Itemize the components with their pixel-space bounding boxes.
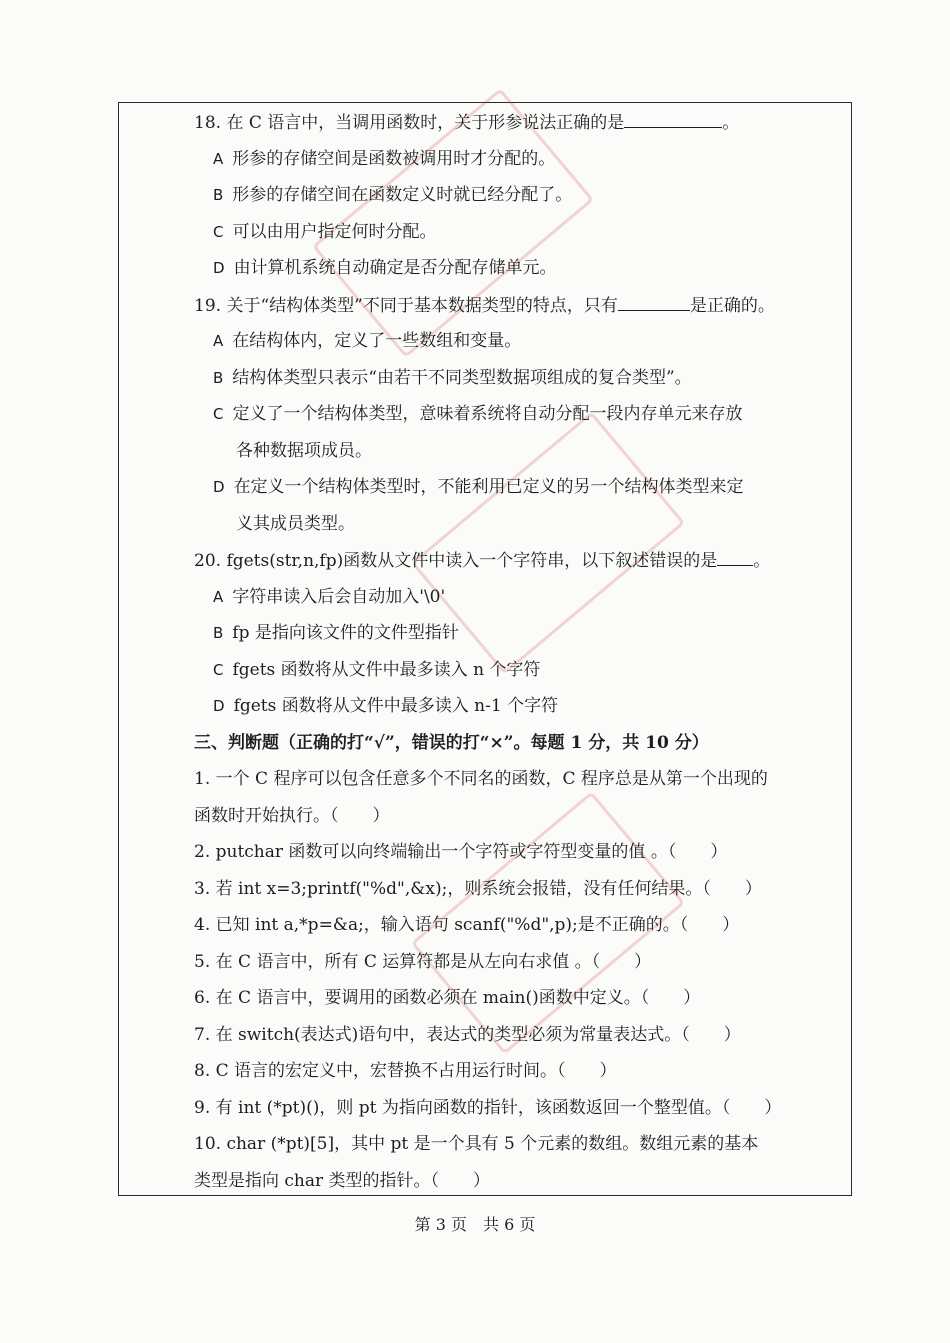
question-tail: 。 [722, 113, 740, 133]
option-letter: C [213, 661, 224, 679]
option-letter: A [213, 150, 224, 168]
option-text: 字符串读入后会自动加入'\0' [232, 587, 446, 607]
option-text: 在定义一个结构体类型时，不能利用已定义的另一个结构体类型来定 [233, 477, 744, 497]
option-letter: C [213, 405, 224, 423]
question-19 [194, 294, 775, 317]
question-18 [194, 111, 739, 134]
question-20 [194, 549, 770, 572]
judgment-item: 5. 在 C 语言中，所有 C 运算符都是从左向右求值 。（ ） [194, 952, 652, 972]
answer-blank [717, 549, 753, 566]
answer-blank [618, 294, 690, 311]
option-continuation: 义其成员类型。 [236, 514, 355, 534]
option-b [213, 622, 459, 644]
section-title: 三、判断题（正确的打“√”，错误的打“×”。每题 1 分，共 10 分） [194, 733, 709, 753]
question-tail: 。 [753, 551, 771, 571]
question-stem: 19. 关于“结构体类型”不同于基本数据类型的特点，只有 [194, 296, 618, 316]
option-letter: B [213, 624, 224, 642]
page-number: 第 3 页 共 6 页 [414, 1215, 536, 1234]
option-letter: D [213, 478, 225, 496]
judgment-item-continuation: 函数时开始执行。（ ） [194, 806, 390, 826]
option-letter: A [213, 588, 224, 606]
judgment-item: 3. 若 int x=3;printf("%d",&x);，则系统会报错，没有任何结果。（ ） [194, 879, 762, 899]
question-tail: 是正确的。 [689, 296, 775, 316]
judgment-item: 4. 已知 int a,*p=&a;，输入语句 scanf("%d",p);是不正确的。（ ） [194, 915, 740, 935]
option-text: fp 是指向该文件的文件型指针 [232, 623, 459, 643]
option-text: 形参的存储空间在函数定义时就已经分配了。 [232, 185, 573, 205]
option-text: 结构体类型只表示“由若干不同类型数据项组成的复合类型”。 [232, 368, 692, 388]
judgment-item-continuation: 类型是指向 char 类型的指针。（ ） [194, 1171, 491, 1191]
judgment-item: 10. char (*pt)[5]，其中 pt 是一个具有 5 个元素的数组。数组元素的基本 [194, 1134, 759, 1154]
option-d [213, 257, 557, 279]
option-text: fgets 函数将从文件中最多读入 n 个字符 [232, 660, 541, 680]
judgment-item: 2. putchar 函数可以向终端输出一个字符或字符型变量的值 。（ ） [194, 842, 728, 862]
judgment-item: 7. 在 switch(表达式)语句中，表达式的类型必须为常量表达式。（ ） [194, 1025, 741, 1045]
option-d [213, 476, 744, 498]
option-c [213, 659, 540, 681]
option-continuation: 各种数据项成员。 [236, 441, 372, 461]
option-text: 定义了一个结构体类型，意味着系统将自动分配一段内存单元来存放 [232, 404, 743, 424]
option-text: 由计算机系统自动确定是否分配存储单元。 [233, 258, 557, 278]
option-d [213, 695, 558, 717]
option-a [213, 330, 521, 352]
judgment-item: 8. C 语言的宏定义中，宏替换不占用运行时间。（ ） [194, 1061, 617, 1081]
option-text: 形参的存储空间是函数被调用时才分配的。 [232, 149, 556, 169]
question-stem: 18. 在 C 语言中，当调用函数时，关于形参说法正确的是 [194, 113, 625, 133]
question-stem: 20. fgets(str,n,fp)函数从文件中读入一个字符串，以下叙述错误的是 [194, 551, 718, 571]
option-c [213, 221, 436, 243]
judgment-item: 9. 有 int (*pt)()，则 pt 为指向函数的指针，该函数返回一个整型值。（ ） [194, 1098, 782, 1118]
option-letter: B [213, 369, 224, 387]
judgment-item: 1. 一个 C 程序可以包含任意多个不同名的函数，C 程序总是从第一个出现的 [194, 769, 768, 789]
option-letter: B [213, 186, 224, 204]
option-text: 可以由用户指定何时分配。 [232, 222, 437, 242]
option-a [213, 148, 555, 170]
option-letter: C [213, 223, 224, 241]
option-b [213, 367, 692, 389]
option-text: 在结构体内，定义了一些数组和变量。 [232, 331, 522, 351]
option-letter: A [213, 332, 224, 350]
judgment-item: 6. 在 C 语言中，要调用的函数必须在 main()函数中定义。（ ） [194, 988, 701, 1008]
option-letter: D [213, 259, 225, 277]
answer-blank [624, 111, 722, 128]
option-letter: D [213, 697, 225, 715]
option-b [213, 184, 572, 206]
option-c [213, 403, 742, 425]
option-a [213, 586, 445, 608]
option-text: fgets 函数将从文件中最多读入 n-1 个字符 [233, 696, 559, 716]
